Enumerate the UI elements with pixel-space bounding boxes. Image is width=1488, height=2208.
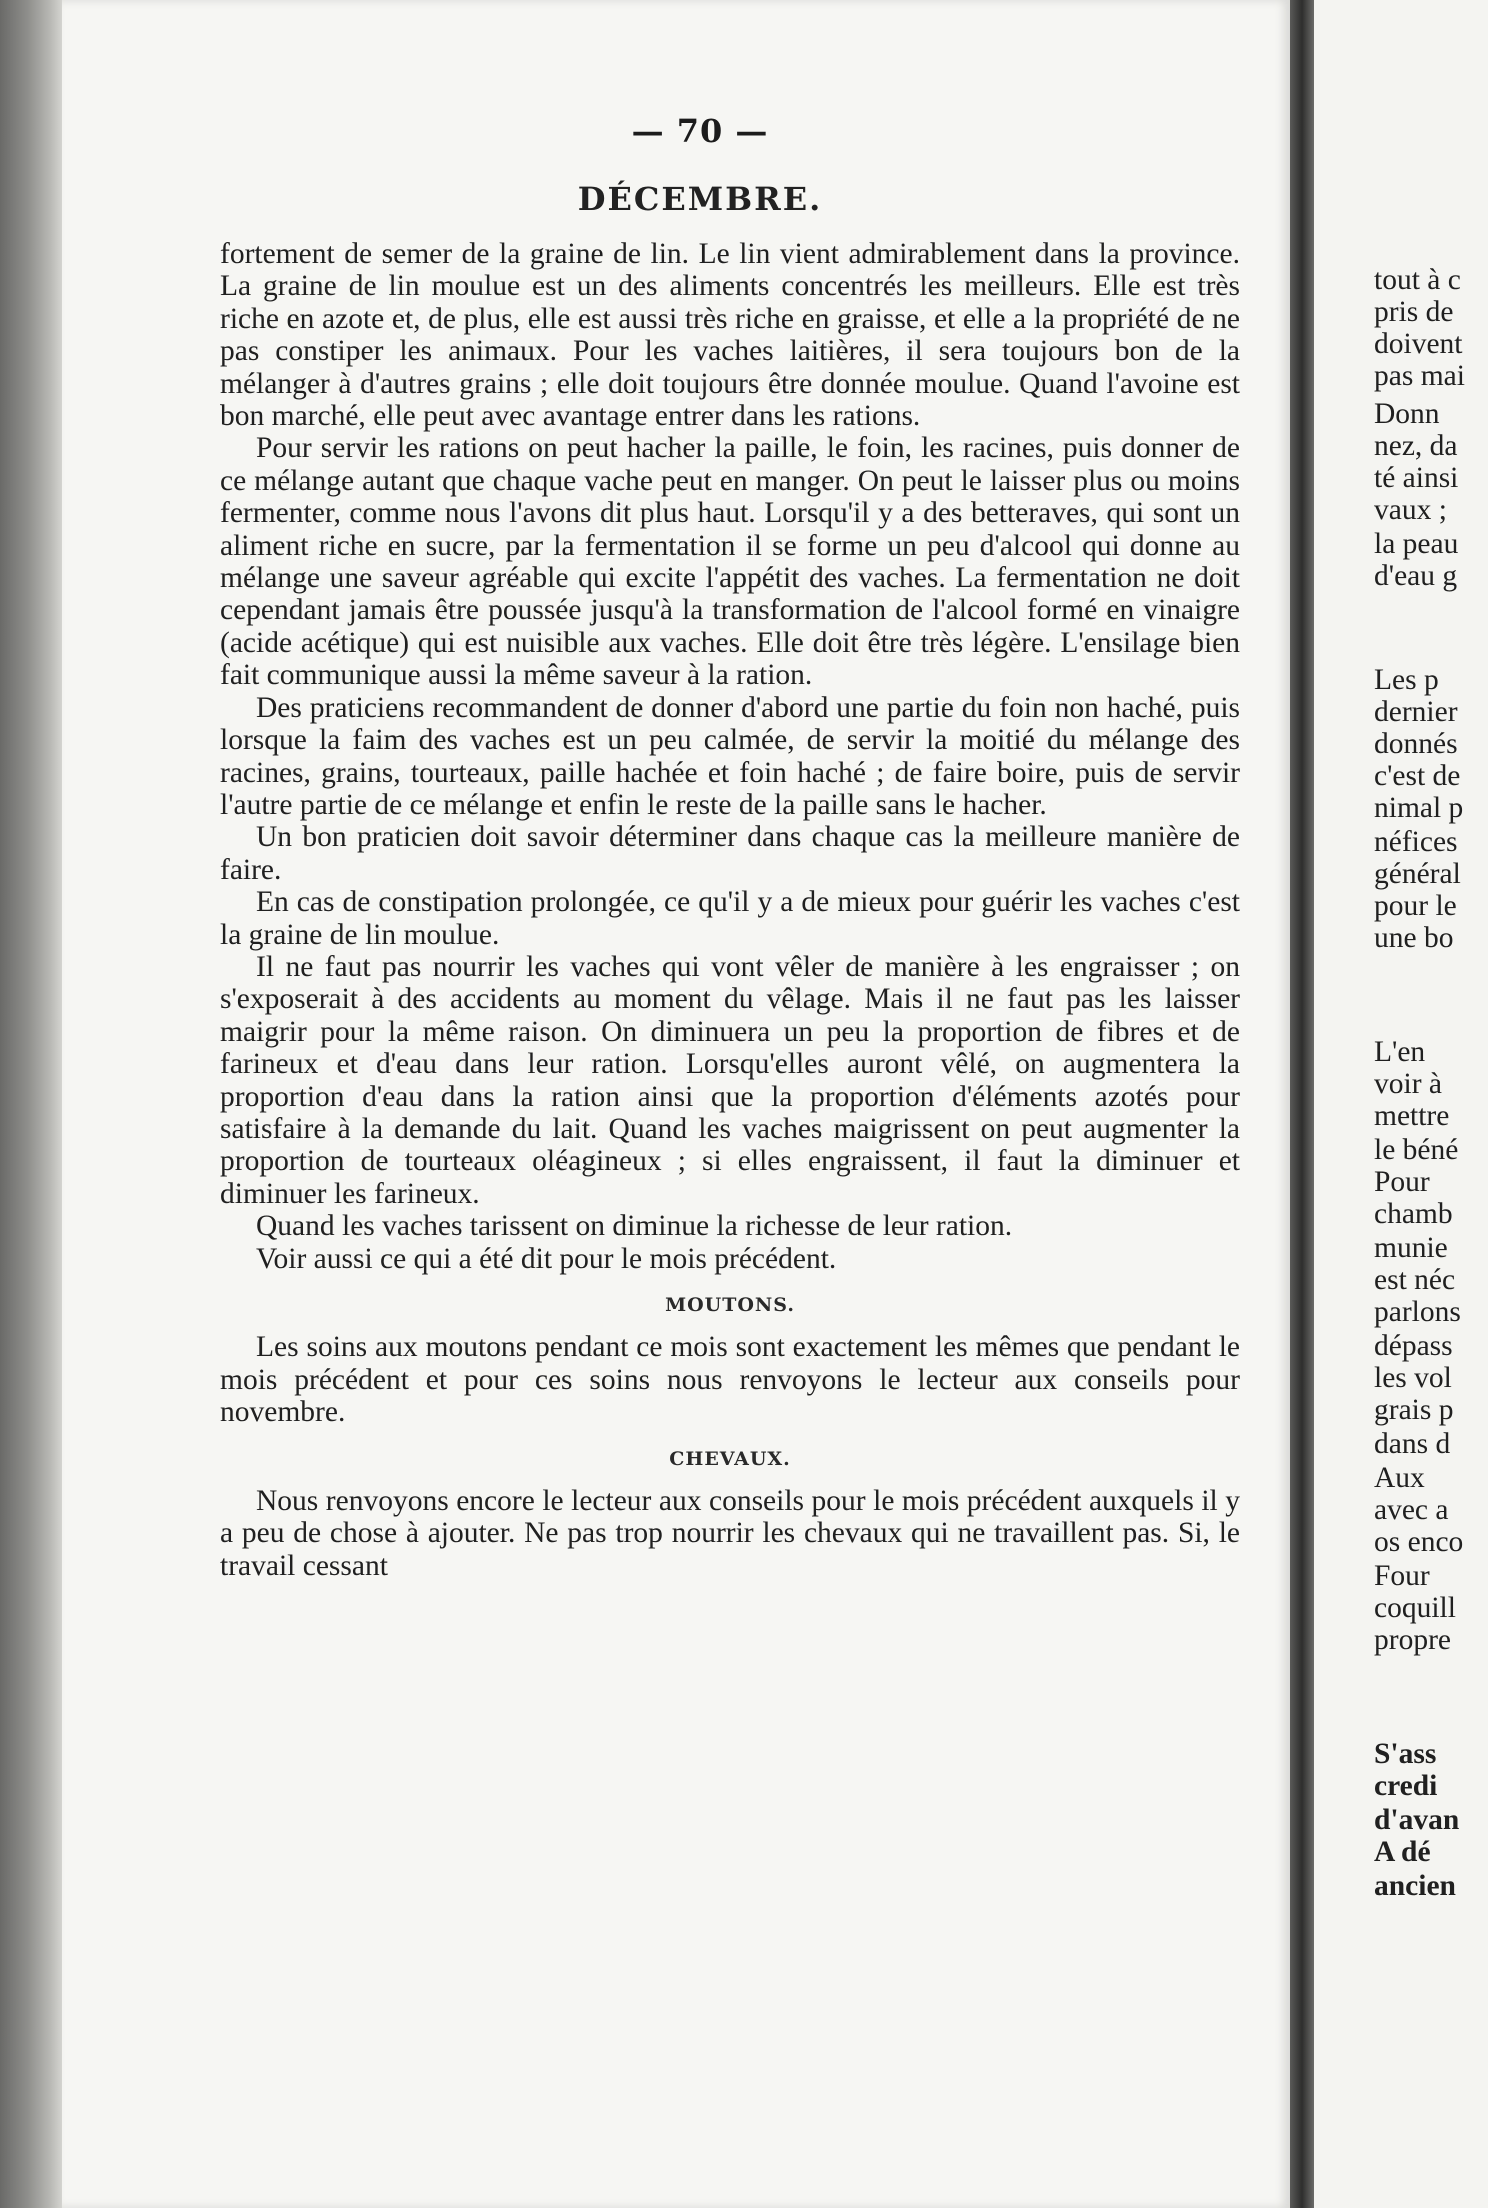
right-page-line: nez, da [1374,430,1458,462]
right-page-line: avec a [1374,1494,1449,1526]
paragraph: Voir aussi ce qui a été dit pour le mois précédent. [256,1242,837,1275]
right-page-line: c'est de [1374,760,1461,792]
right-page-line: parlons [1374,1296,1461,1328]
right-page-line: le béné [1374,1134,1459,1166]
right-page-line: les vol [1374,1362,1452,1394]
right-page-line: donnés [1374,728,1458,760]
right-page-line: néfices [1374,826,1458,858]
right-page-line: dépass [1374,1330,1453,1362]
right-page-line: d'avan [1374,1804,1460,1836]
paragraph: Des praticiens recommandent de donner d'abord une partie du foin non haché, puis lorsque la faim des vaches est un peu calmée, de servir la moitié du mélange des racines, grains, tourteaux, paille hachée et foin haché ; de faire boire, puis de servir l'autre partie de ce mélange et enfin le reste de la paille sans le hacher. [220,691,1240,821]
paragraph: fortement de semer de la graine de lin. Le lin vient admirablement dans la province. La graine de lin moulue est un des aliments concentrés les meilleurs. Elle est très riche en azote et, de plus, elle est aussi très riche en graisse, et elle a la propriété de ne pas constiper les animaux. Pour les vaches laitières, il sera toujours bon de la mélanger à d'autres grains ; elle doit toujours être donnée moulue. Quand l'avoine est bon marché, elle peut avec avantage entrer dans les rations. [220,238,1240,433]
book-gutter [1290,0,1314,2208]
right-page-line: os enco [1374,1526,1464,1558]
book-spine [0,0,62,2208]
right-page-line: doivent [1374,328,1463,360]
right-page-line: une bo [1374,922,1454,954]
right-page-line: munie [1374,1232,1448,1264]
page-number: — 70 — [631,112,769,150]
right-page-line: Four [1374,1560,1430,1592]
right-page-line: Les p [1374,664,1439,696]
right-page-line: A dé [1374,1836,1431,1868]
right-page-line: dernier [1374,696,1458,728]
right-page-line: Donn [1374,398,1440,430]
right-page-line: grais p [1374,1394,1454,1426]
right-page-line: voir à [1374,1068,1442,1100]
right-page-line: général [1374,858,1461,890]
paragraph: Quand les vaches tarissent on diminue la richesse de leur ration. [256,1210,1013,1243]
right-page-line: credi [1374,1770,1438,1802]
section-heading-moutons: MOUTONS. [665,1294,795,1316]
right-page-line: pris de [1374,296,1454,328]
paragraph-chevaux: Nous renvoyons encore le lecteur aux conseils pour le mois précédent auxquels il y a peu de chose à ajouter. Ne pas trop nourrir les chevaux qui ne travaillent pas. Si, le travail cessant [220,1485,1240,1582]
right-page-line: Aux [1374,1462,1425,1494]
right-page-line: tout à c [1374,264,1461,296]
right-page-line: S'ass [1374,1738,1437,1770]
paragraph: En cas de constipation prolongée, ce qu'il y a de mieux pour guérir les vaches c'est la graine de lin moulue. [220,886,1240,951]
paragraph: Il ne faut pas nourrir les vaches qui vont vêler de manière à les engraisser ; on s'exposerait à des accidents au moment du vêlage. Mais il ne faut pas les laisser maigrir pour la même raison. On diminuera un peu la proportion de fibres et de farineux et d'eau dans leur ration. Lorsqu'elles auront vêlé, on augmentera la proportion d'eau dans la ration ainsi que la proportion d'éléments azotés pour satisfaire à la demande du lait. Quand les vaches maigrissent on peut augmenter la proportion de tourteaux oléagineux ; si elles engraissent, il faut la diminuer et diminuer les farineux. [220,950,1240,1210]
month-title: DÉCEMBRE. [577,180,823,218]
section-heading-chevaux: CHEVAUX. [669,1447,791,1470]
right-page-line: est néc [1374,1264,1456,1296]
page-body [220,238,1240,1582]
right-page-line: mettre [1374,1100,1450,1132]
right-page-line: nimal p [1374,792,1464,824]
right-page-line: pour le [1374,890,1457,922]
right-page-line: la peau [1374,528,1459,560]
right-page-line: propre [1374,1624,1451,1656]
right-page-line: Pour [1374,1166,1430,1198]
right-page-line: coquill [1374,1592,1456,1624]
right-page-line: pas mai [1374,360,1465,392]
paragraph-moutons: Les soins aux moutons pendant ce mois sont exactement les mêmes que pendant le mois précédent et pour ces soins nous renvoyons le lecteur aux conseils pour novembre. [220,1331,1240,1429]
right-page-line: dans d [1374,1428,1451,1460]
right-page-line: té ainsi [1374,462,1459,494]
paragraph: Pour servir les rations on peut hacher la paille, le foin, les racines, puis donner de ce mélange autant que chaque vache peut en manger. On peut le laisser plus ou moins fermenter, comme nous l'avons dit plus haut. Lorsqu'il y a des betteraves, qui sont un aliment riche en sucre, par la fermentation il se forme un peu d'alcool qui donne au mélange une saveur agréable qui excite l'appétit des vaches. La fermentation ne doit cependant jamais être poussée jusqu'à la transformation de l'alcool formé en vinaigre (acide acétique) qui est nuisible aux vaches. Elle doit être très légère. L'ensilage bien fait communique aussi la même saveur à la ration. [220,432,1240,692]
right-page-line: chamb [1374,1198,1453,1230]
right-page-line: ancien [1374,1870,1456,1902]
right-page-line: L'en [1374,1036,1426,1068]
right-page-line: d'eau g [1374,560,1458,592]
right-page-line: vaux ; [1374,494,1447,526]
paragraph: Un bon praticien doit savoir déterminer dans chaque cas la meilleure manière de faire. [220,821,1240,886]
